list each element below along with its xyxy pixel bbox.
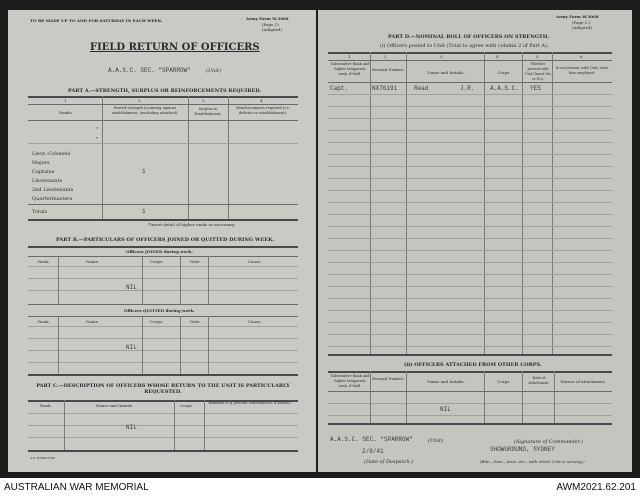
col-header: Personal Number. bbox=[372, 68, 404, 72]
footer-accession: AWM2021.62.201 bbox=[556, 482, 636, 493]
col-header: Name and Initials. bbox=[427, 70, 465, 75]
col-number: 5 bbox=[536, 54, 539, 59]
col-header: Ranks. bbox=[59, 110, 73, 115]
col-header: Name and Initials. bbox=[96, 403, 134, 408]
captains-value: 1 bbox=[142, 168, 146, 175]
totals-label: Totals bbox=[32, 209, 48, 215]
top-note: TO BE MADE UP TO AND FOR SATURDAY IN EACH WEEK. bbox=[30, 18, 163, 23]
form-id: Army Form W.3008 bbox=[246, 16, 289, 21]
col-number: 6 bbox=[580, 54, 583, 59]
form-id: Army Form W.3008 bbox=[556, 14, 599, 19]
col-header: Cause. bbox=[248, 319, 262, 324]
unit-typed: A.A.S.C. SEC. "SPARROW" bbox=[108, 67, 191, 74]
date-typed: 2/8/41 bbox=[362, 448, 384, 455]
quitted-heading: Officers QUITTED during week. bbox=[124, 308, 195, 313]
col-number: 3 bbox=[440, 54, 443, 59]
rank-label: Lieutenants bbox=[32, 178, 63, 184]
place-typed: SHOWGROUND, SYDNEY bbox=[490, 446, 555, 453]
col-number: 2 bbox=[138, 98, 141, 103]
col-number: 4 bbox=[496, 54, 499, 59]
col-header: Date. bbox=[190, 259, 201, 264]
col-header: Whether present with Unit (Insert Yes or No). bbox=[524, 62, 552, 81]
part-c-heading: PART C.—DESCRIPTION OF OFFICERS WHOSE RETURN TO THE UNIT IS PARTICULARLY REQUESTED. bbox=[36, 383, 290, 395]
col-number: 3 bbox=[202, 98, 205, 103]
joined-entry: NIL bbox=[126, 284, 137, 291]
form-page: (Page 1) bbox=[262, 22, 279, 27]
unit-typed: A.A.S.C. SEC. "SPARROW" bbox=[330, 436, 413, 443]
col-header: Rank. bbox=[38, 319, 50, 324]
col-header: Date of attachment. bbox=[528, 376, 550, 385]
footer-bar bbox=[0, 478, 640, 496]
right-page bbox=[318, 10, 632, 472]
col-header: Personal Number. bbox=[372, 377, 404, 381]
col-number: 1 bbox=[64, 98, 67, 103]
place-label: (Bde., Divn., Area, etc., with which Unit is serving.) bbox=[480, 459, 585, 464]
signature-label: (Signature of Commander.) bbox=[514, 439, 584, 445]
row-rank: Capt. bbox=[330, 85, 349, 92]
rank-label: 2nd Lieutenants bbox=[32, 187, 74, 193]
rank-label: Captains bbox=[32, 169, 55, 175]
col-header: Date. bbox=[190, 319, 201, 324]
col-header: Rank. bbox=[38, 259, 50, 264]
sub-ii-heading: (ii) OFFICERS ATTACHED FROM OTHER CORPS. bbox=[404, 362, 542, 368]
col-header: Corps. bbox=[497, 70, 511, 75]
print-code: A.F. W3008 6/40 bbox=[30, 456, 56, 460]
totals-value: 1 bbox=[142, 208, 146, 215]
unit-label: (Unit) bbox=[206, 68, 221, 74]
col-header: Name and Initials. bbox=[427, 379, 465, 384]
footer-credit: AUSTRALIAN WAR MEMORIAL bbox=[4, 482, 149, 493]
col-header: Cause. bbox=[248, 259, 262, 264]
rank-label: Quartermasters bbox=[32, 196, 73, 202]
col-header: Reinforcements required (i.e. deficits on establishment). bbox=[236, 106, 290, 115]
row-initials: J.R. bbox=[460, 85, 475, 92]
footnote: *Insert detail of higher ranks as necessary. bbox=[148, 222, 236, 227]
col-number: 2 bbox=[384, 54, 387, 59]
date-label: (Date of Despatch.) bbox=[364, 459, 414, 465]
part-b-heading: PART B.—PARTICULARS OF OFFICERS JOINED OR QUITTED DURING WEEK. bbox=[56, 237, 275, 243]
col-header: If not present with Unit, state how employed. bbox=[555, 66, 609, 75]
col-number: 1 bbox=[348, 54, 351, 59]
col-header: Substantive Rank and higher temporary rank, if held. bbox=[330, 62, 370, 76]
row-number: NX76191 bbox=[372, 85, 398, 92]
left-page: TO BE MADE UP TO AND FOR SATURDAY IN EACH WEEK. Army Form W.3008 (Page 1) (Adapted) FIELD RETURN OF OFFICERS A.A.S.C. SEC. "SPARROW" (Unit) PART A.—STRENGTH, SURPLUS OR REINFORCEMENTS REQUIRED. 1 2 3 4 Ranks. Posted strength (counting against establishment, (excluding attached). Surplus to Establishment. Reinforcements required (i.e. deficits on establishment). * * Lieut.-Colonels Majors Captains Lieutenants 2nd Lieutenants Quartermasters 1 Totals 1 *Insert detail of higher ranks as necessary. PART B.—PARTICULARS OF OFFICERS JOINED OR QUITTED DURING WEEK. Officers JOINED during week. Rank. Name. Corps. Date. Cause. NIL Officers QUITTED during week. Rank. Name. Corps. Date. Cause. NIL PART C.—DESCRIPTION OF OFFICERS WHOSE RETURN TO THE UNIT IS PARTICULARLY REQUESTED. Rank. Name and Initials. Corps. Remarks (e.g. present whereabouts, if known). NIL A.F. W3008 6/40 bbox=[8, 10, 316, 472]
sub-i-heading: (i) Officers posted to Unit (Total to agree with column 2 of Part A). bbox=[380, 43, 549, 49]
form-adapted: (Adapted) bbox=[572, 25, 593, 30]
row-corps: A.A.S.C. bbox=[490, 85, 519, 92]
part-c-entry: NIL bbox=[126, 424, 137, 431]
quitted-entry: NIL bbox=[126, 344, 137, 351]
col-header: Name. bbox=[86, 259, 100, 264]
form-title: FIELD RETURN OF OFFICERS bbox=[90, 42, 260, 53]
col-header: Surplus to Establishment. bbox=[194, 107, 222, 116]
col-number: 4 bbox=[260, 98, 263, 103]
joined-heading: Officers JOINED during week. bbox=[126, 249, 193, 254]
attached-entry: NIL bbox=[440, 406, 451, 413]
col-header: Nature of attachment. bbox=[560, 379, 606, 384]
col-header: Posted strength (counting against establishment, (excluding attached). bbox=[111, 106, 179, 115]
form-adapted: (Adapted) bbox=[262, 27, 283, 32]
rank-label: Majors bbox=[32, 160, 50, 166]
col-header: Corps. bbox=[150, 259, 164, 264]
col-header: Corps. bbox=[150, 319, 164, 324]
form-page: (Page 2.) bbox=[572, 20, 591, 25]
col-header: Remarks (e.g. present whereabouts, if known). bbox=[208, 401, 292, 405]
col-header: Rank. bbox=[40, 403, 52, 408]
part-d-heading: PART D.—NOMINAL ROLL OF OFFICERS ON STRENGTH. bbox=[388, 34, 550, 40]
col-header: Substantive Rank and higher temporary rank, if held. bbox=[330, 374, 370, 388]
row-name: Read bbox=[414, 85, 429, 92]
col-header: Corps. bbox=[180, 403, 194, 408]
unit-label: (Unit) bbox=[428, 438, 443, 444]
part-a-heading: PART A.—STRENGTH, SURPLUS OR REINFORCEMENTS REQUIRED. bbox=[68, 88, 262, 94]
col-header: Corps. bbox=[497, 379, 511, 384]
col-header: Name. bbox=[86, 319, 100, 324]
row-present: YES bbox=[530, 85, 541, 92]
rank-label: Lieut.-Colonels bbox=[32, 151, 71, 157]
